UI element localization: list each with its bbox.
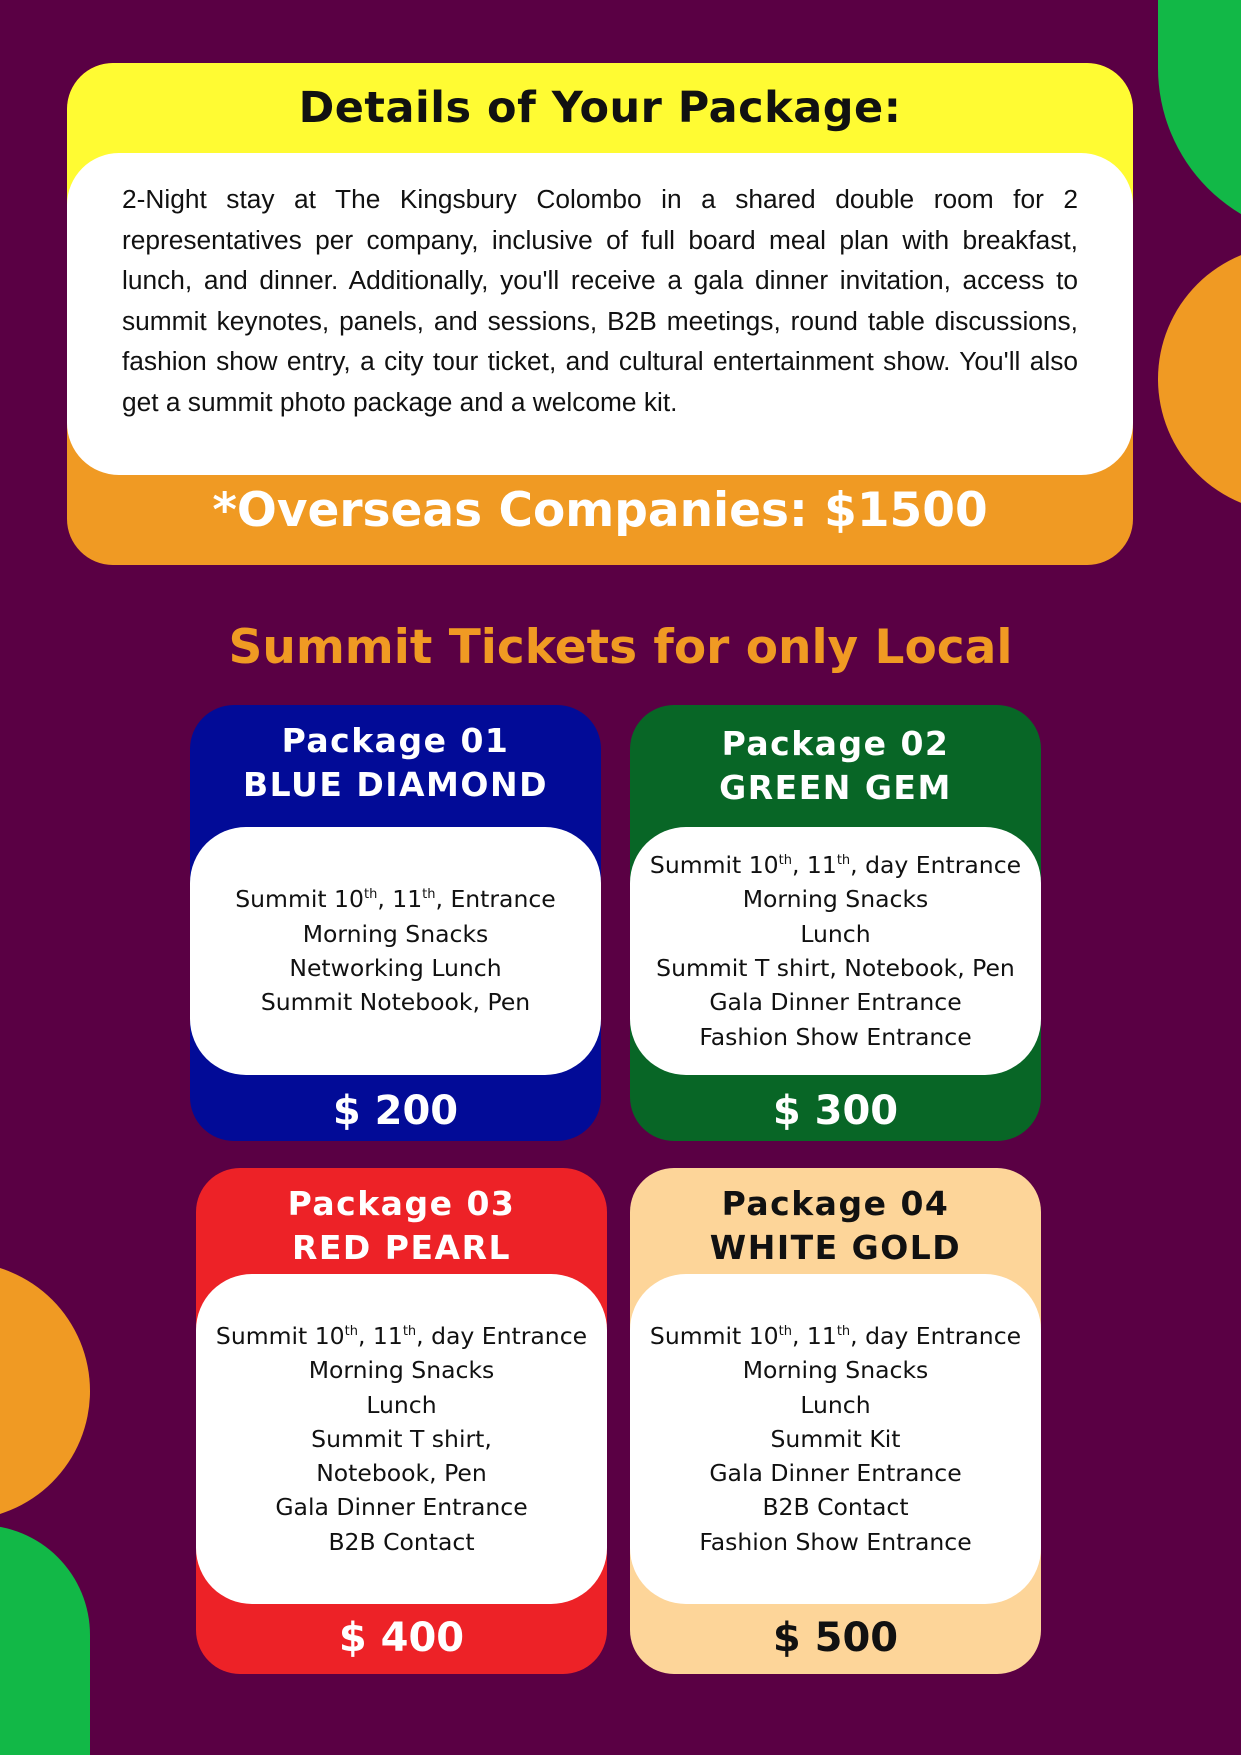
package-card-blue-diamond: [190, 705, 601, 1141]
package-number: Package 01: [281, 721, 510, 760]
package-card-red-pearl: [196, 1168, 607, 1674]
feature-item: Fashion Show Entrance: [699, 1527, 972, 1556]
decorative-green-shape-bottom-left: [0, 1525, 90, 1755]
feature-item: Fashion Show Entrance: [699, 1022, 972, 1051]
package-details-card: [67, 63, 1133, 565]
feature-item: Summit T shirt, Notebook, Pen: [656, 954, 1015, 982]
package-card-white-gold: [630, 1168, 1041, 1674]
feature-item: Summit Notebook, Pen: [260, 988, 531, 1017]
package-price: $ 500: [772, 1615, 899, 1661]
package-name: GREEN GEM: [719, 768, 952, 807]
package-name: WHITE GOLD: [709, 1228, 962, 1267]
feature-item: Summit T shirt,: [311, 1424, 492, 1453]
package-card-green-gem: [630, 705, 1041, 1141]
feature-item: Gala Dinner Entrance: [709, 1459, 962, 1488]
feature-item: B2B Contact: [328, 1527, 475, 1556]
section-title: Summit Tickets for only Local: [228, 620, 1013, 675]
feature-summit-entrance: Summit 10th, 11th, day Entrance: [215, 1321, 588, 1350]
feature-item: Morning Snacks: [302, 919, 489, 948]
package-features: [190, 827, 601, 1075]
feature-item: Lunch: [800, 919, 871, 948]
feature-item: Morning Snacks: [742, 885, 929, 914]
package-price: $ 400: [338, 1615, 465, 1661]
package-price: $ 200: [332, 1088, 459, 1134]
feature-item: Networking Lunch: [289, 954, 502, 982]
package-number: Package 02: [721, 724, 950, 763]
decorative-green-shape-top-right: [1158, 0, 1241, 238]
package-features: [630, 1274, 1041, 1604]
package-heading: [630, 1182, 1041, 1270]
package-number: Package 03: [287, 1184, 516, 1223]
feature-item: Lunch: [366, 1390, 437, 1419]
feature-item: B2B Contact: [762, 1493, 909, 1522]
feature-item: Gala Dinner Entrance: [709, 988, 962, 1017]
feature-item: Notebook, Pen: [316, 1459, 487, 1488]
decorative-orange-semicircle-left: [0, 1262, 90, 1520]
package-heading: [196, 1182, 607, 1270]
feature-item: Morning Snacks: [742, 1356, 929, 1385]
details-description: 2-Night stay at The Kingsbury Colombo in a shared double room for 2 representatives per company, inclusive of full board meal plan with breakfast, lunch, and dinner. Additionally, you'll receive a gala dinner invitation, access to summit keynotes, panels, and sessions, B2B meetings, round table discussions, fashion show entry, a city tour ticket, and cultural entertainment show. You'll also get a summit photo package and a welcome kit.: [122, 184, 1078, 417]
feature-item: Morning Snacks: [308, 1356, 495, 1385]
package-name: RED PEARL: [291, 1228, 512, 1267]
package-features: [196, 1274, 607, 1604]
feature-item: Summit Kit: [770, 1424, 901, 1453]
package-heading: [190, 719, 601, 807]
package-name: BLUE DIAMOND: [243, 765, 548, 804]
package-number: Package 04: [721, 1184, 950, 1223]
feature-item: Gala Dinner Entrance: [275, 1493, 528, 1522]
feature-summit-entrance: Summit 10th, 11th, day Entrance: [649, 1321, 1022, 1350]
feature-summit-entrance: Summit 10th, 11th, day Entrance: [649, 851, 1022, 880]
details-title: Details of Your Package:: [298, 83, 902, 133]
details-body: [67, 153, 1133, 475]
package-price: $ 300: [772, 1088, 899, 1134]
package-features: [630, 827, 1041, 1075]
feature-item: Lunch: [800, 1390, 871, 1419]
overseas-price: *Overseas Companies: $1500: [212, 483, 988, 538]
feature-summit-entrance: Summit 10th, 11th, Entrance: [235, 885, 556, 914]
decorative-orange-semicircle-right: [1158, 245, 1241, 513]
package-heading: [630, 722, 1041, 810]
